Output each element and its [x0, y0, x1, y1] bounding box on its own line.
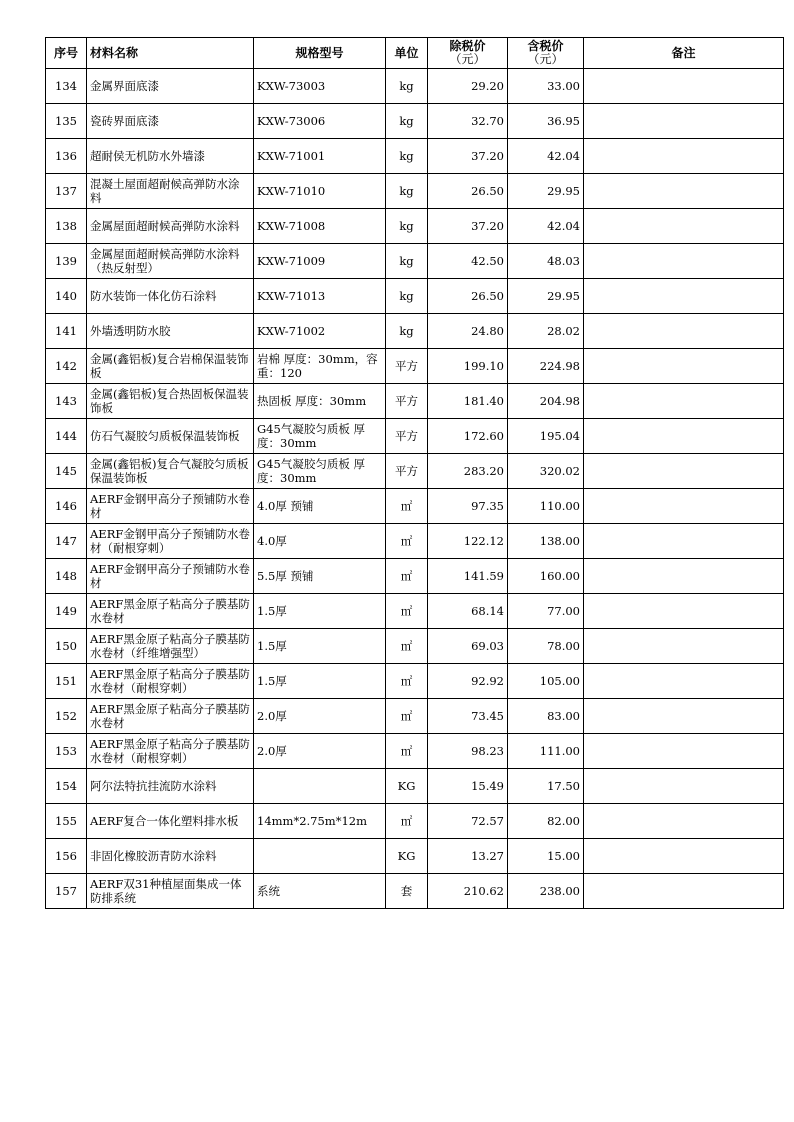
cell-price-inc-tax: 105.00 [508, 664, 584, 699]
cell-spec: KXW-73003 [254, 69, 386, 104]
cell-price-inc-tax: 320.02 [508, 454, 584, 489]
cell-price-inc-tax: 111.00 [508, 734, 584, 769]
cell-material-name: 超耐侯无机防水外墙漆 [87, 139, 254, 174]
cell-note [584, 209, 784, 244]
cell-note [584, 559, 784, 594]
cell-note [584, 314, 784, 349]
cell-material-name: AERF金钢甲高分子预铺防水卷材 [87, 489, 254, 524]
cell-spec: G45气凝胶匀质板 厚度：30mm [254, 454, 386, 489]
cell-price-inc-tax: 17.50 [508, 769, 584, 804]
cell-price-ex-tax: 37.20 [428, 209, 508, 244]
cell-note [584, 454, 784, 489]
cell-unit: ㎡ [386, 489, 428, 524]
cell-no: 150 [46, 629, 87, 664]
cell-note [584, 489, 784, 524]
cell-price-inc-tax: 15.00 [508, 839, 584, 874]
cell-no: 156 [46, 839, 87, 874]
table-row [46, 839, 784, 874]
cell-spec: 系统 [254, 874, 386, 909]
table-row [46, 769, 784, 804]
table-row [46, 454, 784, 489]
cell-spec: KXW-71009 [254, 244, 386, 279]
cell-no: 144 [46, 419, 87, 454]
price-table [45, 37, 784, 909]
cell-unit: ㎡ [386, 524, 428, 559]
cell-price-ex-tax: 32.70 [428, 104, 508, 139]
cell-no: 134 [46, 69, 87, 104]
cell-spec: 14mm*2.75m*12m [254, 804, 386, 839]
table-row [46, 104, 784, 139]
header-price-ex-tax-unit: （元） [449, 52, 486, 66]
cell-price-inc-tax: 48.03 [508, 244, 584, 279]
header-price-ex-tax [428, 38, 508, 69]
cell-material-name: 外墙透明防水胶 [87, 314, 254, 349]
cell-spec: 1.5厚 [254, 664, 386, 699]
cell-spec: 4.0厚 [254, 524, 386, 559]
cell-unit: kg [386, 139, 428, 174]
cell-spec: KXW-73006 [254, 104, 386, 139]
cell-price-inc-tax: 28.02 [508, 314, 584, 349]
cell-material-name: AERF金钢甲高分子预铺防水卷材 [87, 559, 254, 594]
cell-material-name: 瓷砖界面底漆 [87, 104, 254, 139]
cell-no: 154 [46, 769, 87, 804]
cell-spec: 5.5厚 预铺 [254, 559, 386, 594]
cell-note [584, 104, 784, 139]
cell-note [584, 279, 784, 314]
cell-no: 138 [46, 209, 87, 244]
cell-spec: 1.5厚 [254, 629, 386, 664]
cell-material-name: AERF复合一体化塑料排水板 [87, 804, 254, 839]
cell-spec: 2.0厚 [254, 734, 386, 769]
cell-no: 148 [46, 559, 87, 594]
cell-note [584, 244, 784, 279]
cell-price-inc-tax: 29.95 [508, 279, 584, 314]
cell-note [584, 69, 784, 104]
cell-price-ex-tax: 98.23 [428, 734, 508, 769]
cell-spec: 岩棉 厚度：30mm，容重：120 [254, 349, 386, 384]
cell-price-ex-tax: 122.12 [428, 524, 508, 559]
cell-spec [254, 839, 386, 874]
table-row [46, 349, 784, 384]
cell-material-name: 阿尔法特抗挂流防水涂料 [87, 769, 254, 804]
cell-material-name: 金属(鑫铝板)复合岩棉保温装饰板 [87, 349, 254, 384]
cell-note [584, 349, 784, 384]
table-row [46, 139, 784, 174]
cell-note [584, 174, 784, 209]
cell-material-name: AERF黑金原子粘高分子膜基防水卷材（耐根穿刺） [87, 664, 254, 699]
cell-price-ex-tax: 72.57 [428, 804, 508, 839]
table-row [46, 384, 784, 419]
table-row [46, 559, 784, 594]
cell-spec: KXW-71010 [254, 174, 386, 209]
cell-price-ex-tax: 172.60 [428, 419, 508, 454]
cell-note [584, 139, 784, 174]
cell-price-ex-tax: 141.59 [428, 559, 508, 594]
cell-no: 140 [46, 279, 87, 314]
cell-note [584, 629, 784, 664]
cell-note [584, 384, 784, 419]
cell-unit: ㎡ [386, 804, 428, 839]
cell-price-inc-tax: 83.00 [508, 699, 584, 734]
cell-material-name: AERF黑金原子粘高分子膜基防水卷材（耐根穿刺） [87, 734, 254, 769]
cell-no: 151 [46, 664, 87, 699]
cell-unit: 平方 [386, 349, 428, 384]
table-row [46, 489, 784, 524]
cell-price-inc-tax: 204.98 [508, 384, 584, 419]
cell-price-ex-tax: 199.10 [428, 349, 508, 384]
cell-spec: KXW-71013 [254, 279, 386, 314]
table-row [46, 524, 784, 559]
cell-no: 147 [46, 524, 87, 559]
cell-material-name: AERF金钢甲高分子预铺防水卷材（耐根穿刺） [87, 524, 254, 559]
header-note: 备注 [584, 38, 784, 69]
cell-price-ex-tax: 42.50 [428, 244, 508, 279]
cell-no: 146 [46, 489, 87, 524]
cell-price-ex-tax: 26.50 [428, 279, 508, 314]
cell-no: 152 [46, 699, 87, 734]
table-row [46, 664, 784, 699]
cell-spec: KXW-71002 [254, 314, 386, 349]
header-unit: 单位 [386, 38, 428, 69]
cell-no: 157 [46, 874, 87, 909]
header-name: 材料名称 [87, 38, 254, 69]
cell-material-name: 金属屋面超耐候高弹防水涂料（热反射型） [87, 244, 254, 279]
cell-spec: 4.0厚 预铺 [254, 489, 386, 524]
cell-spec: 2.0厚 [254, 699, 386, 734]
cell-unit: 平方 [386, 384, 428, 419]
cell-spec: 1.5厚 [254, 594, 386, 629]
cell-spec: 热固板 厚度：30mm [254, 384, 386, 419]
table-body [46, 69, 784, 909]
cell-material-name: 金属屋面超耐候高弹防水涂料 [87, 209, 254, 244]
cell-price-ex-tax: 73.45 [428, 699, 508, 734]
cell-unit: 平方 [386, 419, 428, 454]
cell-spec: KXW-71008 [254, 209, 386, 244]
cell-price-inc-tax: 110.00 [508, 489, 584, 524]
cell-material-name: 混凝土屋面超耐候高弹防水涂料 [87, 174, 254, 209]
cell-note [584, 804, 784, 839]
table-row [46, 174, 784, 209]
cell-unit: 套 [386, 874, 428, 909]
cell-price-inc-tax: 160.00 [508, 559, 584, 594]
cell-note [584, 594, 784, 629]
cell-price-ex-tax: 210.62 [428, 874, 508, 909]
header-price-inc-tax-label: 含税价 [527, 39, 564, 53]
cell-note [584, 769, 784, 804]
cell-note [584, 524, 784, 559]
cell-unit: ㎡ [386, 664, 428, 699]
cell-material-name: 非固化橡胶沥青防水涂料 [87, 839, 254, 874]
cell-no: 149 [46, 594, 87, 629]
cell-note [584, 664, 784, 699]
cell-no: 153 [46, 734, 87, 769]
cell-material-name: 金属界面底漆 [87, 69, 254, 104]
cell-note [584, 734, 784, 769]
cell-price-ex-tax: 92.92 [428, 664, 508, 699]
cell-unit: KG [386, 769, 428, 804]
cell-no: 145 [46, 454, 87, 489]
table-row [46, 594, 784, 629]
table-row [46, 244, 784, 279]
cell-material-name: 金属(鑫铝板)复合热固板保温装饰板 [87, 384, 254, 419]
table-row [46, 734, 784, 769]
cell-unit: kg [386, 314, 428, 349]
cell-no: 136 [46, 139, 87, 174]
cell-material-name: 仿石气凝胶匀质板保温装饰板 [87, 419, 254, 454]
cell-price-ex-tax: 24.80 [428, 314, 508, 349]
cell-no: 143 [46, 384, 87, 419]
cell-unit: kg [386, 174, 428, 209]
cell-no: 135 [46, 104, 87, 139]
cell-price-ex-tax: 13.27 [428, 839, 508, 874]
cell-no: 137 [46, 174, 87, 209]
table-row [46, 69, 784, 104]
table-row [46, 209, 784, 244]
cell-unit: 平方 [386, 454, 428, 489]
cell-unit: kg [386, 279, 428, 314]
header-price-ex-tax-label: 除税价 [449, 39, 486, 53]
header-spec: 规格型号 [254, 38, 386, 69]
cell-price-ex-tax: 37.20 [428, 139, 508, 174]
cell-price-inc-tax: 36.95 [508, 104, 584, 139]
cell-price-ex-tax: 29.20 [428, 69, 508, 104]
cell-material-name: AERF黑金原子粘高分子膜基防水卷材（纤维增强型） [87, 629, 254, 664]
cell-material-name: 金属(鑫铝板)复合气凝胶匀质板保温装饰板 [87, 454, 254, 489]
header-price-inc-tax-unit: （元） [527, 52, 564, 66]
cell-note [584, 699, 784, 734]
cell-price-inc-tax: 42.04 [508, 209, 584, 244]
cell-no: 141 [46, 314, 87, 349]
table-row [46, 419, 784, 454]
cell-unit: kg [386, 209, 428, 244]
cell-price-ex-tax: 15.49 [428, 769, 508, 804]
cell-price-inc-tax: 78.00 [508, 629, 584, 664]
cell-price-ex-tax: 283.20 [428, 454, 508, 489]
cell-material-name: AERF黑金原子粘高分子膜基防水卷材 [87, 594, 254, 629]
cell-unit: ㎡ [386, 699, 428, 734]
cell-price-inc-tax: 138.00 [508, 524, 584, 559]
cell-price-inc-tax: 42.04 [508, 139, 584, 174]
cell-material-name: 防水装饰一体化仿石涂料 [87, 279, 254, 314]
cell-no: 139 [46, 244, 87, 279]
cell-unit: kg [386, 104, 428, 139]
table-row [46, 804, 784, 839]
cell-unit: kg [386, 69, 428, 104]
cell-unit: ㎡ [386, 559, 428, 594]
cell-price-inc-tax: 82.00 [508, 804, 584, 839]
cell-no: 155 [46, 804, 87, 839]
table-row [46, 629, 784, 664]
cell-unit: ㎡ [386, 629, 428, 664]
cell-material-name: AERF双31种植屋面集成一体防排系统 [87, 874, 254, 909]
cell-price-ex-tax: 68.14 [428, 594, 508, 629]
cell-note [584, 419, 784, 454]
table-header-row [46, 38, 784, 69]
cell-note [584, 839, 784, 874]
cell-spec: G45气凝胶匀质板 厚度：30mm [254, 419, 386, 454]
table-row [46, 279, 784, 314]
cell-price-ex-tax: 181.40 [428, 384, 508, 419]
cell-material-name: AERF黑金原子粘高分子膜基防水卷材 [87, 699, 254, 734]
table-row [46, 874, 784, 909]
header-price-inc-tax [508, 38, 584, 69]
cell-price-inc-tax: 77.00 [508, 594, 584, 629]
cell-unit: kg [386, 244, 428, 279]
cell-price-inc-tax: 33.00 [508, 69, 584, 104]
cell-price-inc-tax: 195.04 [508, 419, 584, 454]
table-row [46, 699, 784, 734]
cell-price-inc-tax: 238.00 [508, 874, 584, 909]
cell-unit: ㎡ [386, 594, 428, 629]
cell-no: 142 [46, 349, 87, 384]
header-no: 序号 [46, 38, 87, 69]
cell-unit: KG [386, 839, 428, 874]
cell-unit: ㎡ [386, 734, 428, 769]
cell-price-ex-tax: 97.35 [428, 489, 508, 524]
cell-spec [254, 769, 386, 804]
cell-price-ex-tax: 69.03 [428, 629, 508, 664]
cell-price-ex-tax: 26.50 [428, 174, 508, 209]
cell-note [584, 874, 784, 909]
table-row [46, 314, 784, 349]
cell-price-inc-tax: 29.95 [508, 174, 584, 209]
cell-price-inc-tax: 224.98 [508, 349, 584, 384]
cell-spec: KXW-71001 [254, 139, 386, 174]
